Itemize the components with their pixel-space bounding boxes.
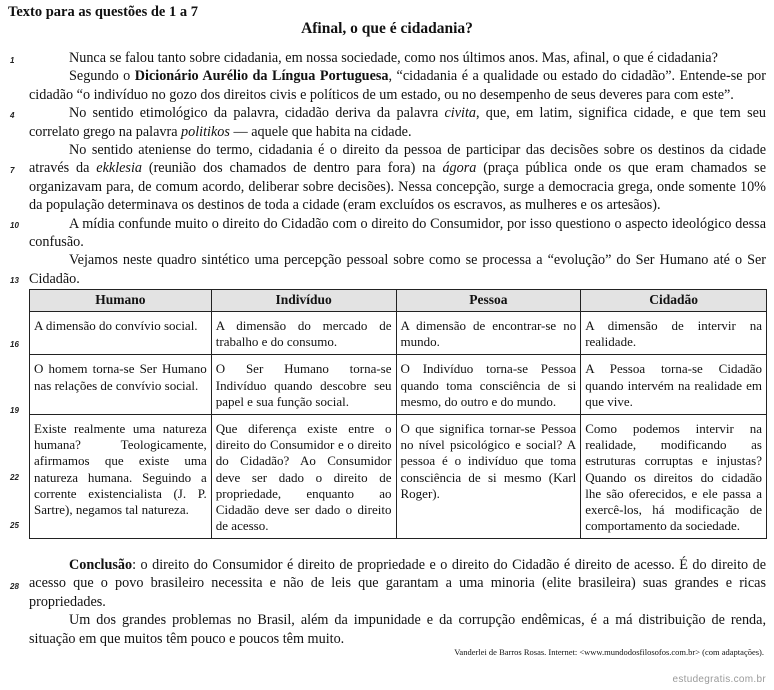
site-watermark: estudegratis.com.br — [672, 674, 766, 685]
table-header-row — [30, 290, 767, 312]
paragraph-3-text: No sentido etimológico da palavra, cidadão deriva da palavra — [69, 105, 445, 122]
paragraph-6-text: Vejamos neste quadro sintético uma percepção pessoal sobre como se processa a “evolução” do Ser Humano até o Ser Cidadão. — [29, 252, 766, 287]
final-paragraph-text: Um dos grandes problemas no Brasil, além da impunidade e da corrupção endêmicas, é a má distribuição de renda, situação em que muitos têm pouco e poucos têm muito. — [29, 612, 766, 647]
paragraph-5-text: A mídia confunde muito o direito do Cidadão com o direito do Consumidor, por isso questiono o aspecto ideológico dessa confusão. — [29, 215, 766, 251]
table-cell: A Pessoa torna-se Cidadão quando intervém na realidade em que vive. — [581, 355, 767, 415]
table-cell: Como podemos intervir na realidade, modificando as estruturas corruptas e injustas? Quando os direitos do cidadão lhe são oferecidos, e ele passa a exercê-los, há modificação de comportamento da sociedade. — [581, 415, 767, 539]
line-number: 16 — [10, 340, 19, 349]
paragraph-1 — [29, 49, 766, 67]
table-cell: Existe realmente uma natureza humana? Teologicamente, afirmamos que existe uma natureza humana. Seguindo a corrente existencialista (J. P. Sartre), negamos tal natureza. — [30, 415, 212, 539]
source-citation: Vanderlei de Barros Rosas. Internet: <www.mundodosfilosofos.com.br> (com adaptações). — [454, 647, 764, 657]
table-cell: O que significa tornar-se Pessoa no nível psicológico e social? A pessoa é o indivíduo que toma consciência de si mesmo (Karl Roger). — [396, 415, 581, 539]
paragraph-4 — [29, 141, 766, 215]
body-text — [29, 49, 766, 288]
conclusion-body: : o direito do Consumidor é direito de propriedade e o direito do Cidadão é direito de acesso. É do direito de acesso que o povo brasileiro necessita e não de leis que garantam a uma minoria (elite brasileira) suas grandes e ricas propriedades. — [29, 557, 766, 610]
line-number: 22 — [10, 473, 19, 482]
table-cell: Que diferença existe entre o direito do Consumidor e o direito do Cidadão? Ao Consumidor deve ser dado o direito de propriedade, enquanto ao Cidadão deve ser dado o direito de acesso. — [211, 415, 396, 539]
line-number: 4 — [10, 111, 15, 120]
line-number: 7 — [10, 166, 15, 175]
conclusion-label: Conclusão — [69, 557, 133, 573]
dictionary-name: Dicionário Aurélio da Língua Portuguesa — [134, 68, 389, 85]
paragraph-4-text: (praça pública onde os que eram chamados se organizavam para, de comum acordo, deliberar sobre decisões). Nessa concepção, surge a democracia grega, onde somente 10% da população determinava os destinos de toda a cidade (eram excluídos os escravos, as mulheres e os artesãos). — [29, 160, 766, 214]
line-number: 13 — [10, 276, 19, 285]
conclusion-paragraph — [29, 556, 766, 611]
table-cell: A dimensão de encontrar-se no mundo. — [396, 312, 581, 355]
text-title: Afinal, o que é cidadania? — [301, 20, 473, 37]
table-row — [30, 355, 767, 415]
paragraph-2-text: , “cidadania é a qualidade ou estado do cidadão”. Entende-se por cidadão “o indivíduo no gozo dos direitos civis e políticos de um estado, ou no desempenho de seus deveres para com este”. — [29, 68, 767, 103]
table-cell: A dimensão do convívio social. — [30, 312, 212, 355]
paragraph-4-text: No sentido ateniense do termo, cidadania é o direito da pessoa de participar das decisões sobre os destinos da cidade através da — [29, 142, 766, 177]
greek-term: ágora — [442, 160, 477, 177]
line-number: 28 — [10, 582, 19, 591]
paragraph-1-text: Nunca se falou tanto sobre cidadania, em nossa sociedade, como nos últimos anos. Mas, afinal, o que é cidadania? — [69, 50, 718, 66]
table-row — [30, 415, 767, 539]
paragraph-6 — [29, 251, 766, 288]
line-number: 10 — [10, 221, 19, 230]
paragraph-2 — [29, 67, 766, 104]
paragraph-5 — [29, 215, 766, 252]
table-cell: A dimensão de intervir na realidade. — [581, 312, 767, 355]
table-cell: O Ser Humano torna-se Indivíduo quando descobre seu papel e sua função social. — [211, 355, 396, 415]
line-number: 19 — [10, 406, 19, 415]
table-header: Pessoa — [396, 290, 581, 312]
final-paragraph — [29, 611, 766, 648]
table-header: Cidadão — [581, 290, 767, 312]
table-header: Humano — [30, 290, 212, 312]
conclusion-text — [29, 556, 766, 648]
evolution-table — [29, 289, 767, 539]
table-cell: O Indivíduo torna-se Pessoa quando toma consciência de si mesmo, do outro e do mundo. — [396, 355, 581, 415]
paragraph-3-text: , que, em latim, significa cidade, e que tem seu correlato grego na palavra — [29, 105, 766, 140]
line-number: 25 — [10, 521, 19, 530]
table-header: Indivíduo — [211, 290, 396, 312]
greek-term: politikos — [181, 123, 230, 140]
table-cell: O homem torna-se Ser Humano nas relações de convívio social. — [30, 355, 212, 415]
paragraph-3-text: — aquele que habita na cidade. — [229, 123, 412, 140]
paragraph-4-text: (reunião dos chamados de dentro para fora) na — [141, 160, 443, 177]
line-number: 1 — [10, 56, 15, 65]
greek-term: ekklesia — [96, 160, 142, 177]
paragraph-2-text: Segundo o — [69, 68, 135, 85]
section-header: Texto para as questões de 1 a 7 — [8, 4, 198, 20]
table-row — [30, 312, 767, 355]
paragraph-3 — [29, 104, 766, 141]
table-cell: A dimensão do mercado de trabalho e do consumo. — [211, 312, 396, 355]
latin-term: civita — [444, 105, 476, 122]
